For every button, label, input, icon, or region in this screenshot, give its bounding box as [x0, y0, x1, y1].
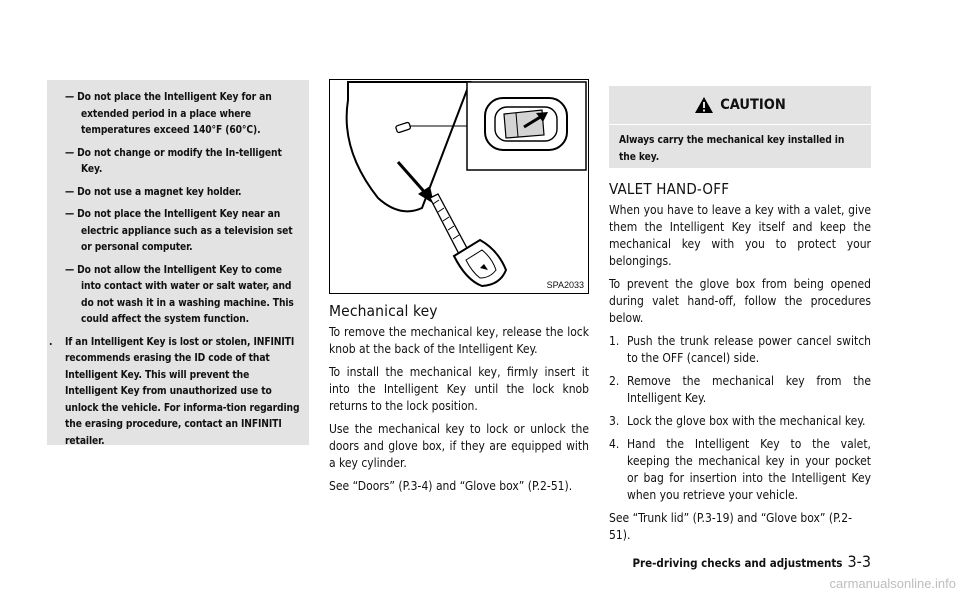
bullet-item: [49, 335, 301, 451]
mechanical-key-figure: [329, 79, 589, 294]
step-item: [609, 413, 871, 430]
paragraph: To install the mechanical key, firmly insert it into the Intelligent Key until the lock knob returns to the lock position.: [329, 365, 589, 413]
step-item: [609, 373, 871, 407]
mechanical-key-section: [329, 302, 589, 501]
step-text: Lock the glove box with the mechanical key.: [627, 414, 866, 428]
paragraph: To remove the mechanical key, release the lock knob at the back of the Intelligent Key.: [329, 325, 589, 356]
caution-title: CAUTION: [720, 97, 786, 113]
step-item: [609, 436, 871, 504]
figure-label: SPA2033: [546, 280, 584, 290]
paragraph: When you have to leave a key with a valet, give them the Intelligent Key itself and keep the mechanical key with you to protect your belongings.: [609, 203, 871, 268]
dash-item: — Do not change or modify the In-telligent Key.: [65, 147, 282, 175]
paragraph: See “Doors” (P.3-4) and “Glove box” (P.2-51).: [329, 479, 573, 493]
caution-header: [609, 86, 871, 125]
page-number: 3-3: [847, 552, 871, 571]
caution-text: Always carry the mechanical key installed in the key.: [619, 135, 845, 163]
dash-list: [65, 90, 301, 329]
step-text: Remove the mechanical key from the Intelligent Key.: [627, 374, 871, 405]
bullet-text: If an Intelligent Key is lost or stolen, INFINITI recommends erasing the ID code of that Intelligent Key. This will prevent the Intelligent Key from unauthorized use to unlock the vehicle. For informa-tion regarding the erasing procedure, contact an INFINITI retailer.: [65, 336, 300, 447]
dash-item: — Do not allow the Intelligent Key to come into contact with water or salt water, and do not wash it in a washing machine. This could affect the system function.: [65, 264, 294, 325]
dash-item: — Do not place the Intelligent Key near an electric appliance such as a television set or personal computer.: [65, 209, 293, 253]
section-heading: VALET HAND-OFF: [609, 180, 730, 198]
page-footer: [599, 552, 871, 571]
section-heading: Mechanical key: [329, 302, 438, 320]
paragraph: To prevent the glove box from being opened during valet hand-off, follow the procedures below.: [609, 277, 871, 325]
bullet-symbol: .: [49, 336, 53, 348]
paragraph: Use the mechanical key to lock or unlock the doors and glove box, if they are equipped with a key cylinder.: [329, 422, 589, 470]
caution-box: [609, 86, 871, 168]
paragraph: See “Trunk lid” (P.3-19) and “Glove box” (P.2-51).: [609, 511, 852, 542]
dash-item: — Do not use a magnet key holder.: [65, 186, 242, 198]
footer-section-title: Pre-driving checks and adjustments: [632, 556, 843, 570]
warning-triangle-icon: [694, 96, 714, 114]
key-removal-illustration: [330, 80, 588, 293]
step-number: 2.: [609, 374, 620, 388]
step-number: 3.: [609, 414, 620, 428]
watermark: carmanualsonline.info: [829, 576, 956, 591]
step-item: [609, 333, 871, 367]
dash-item: — Do not place the Intelligent Key for an extended period in a place where temperatures exceed 140°F (60°C).: [65, 92, 272, 136]
valet-handoff-section: [609, 180, 871, 550]
step-number: 4.: [609, 437, 620, 451]
warning-continuation-box: [47, 80, 309, 445]
step-text: Hand the Intelligent Key to the valet, keeping the mechanical key in your pocket or bag for insertion into the Intelligent Key when you retrieve your vehicle.: [627, 437, 871, 502]
step-number: 1.: [609, 334, 620, 348]
step-text: Push the trunk release power cancel switch to the OFF (cancel) side.: [627, 334, 871, 365]
